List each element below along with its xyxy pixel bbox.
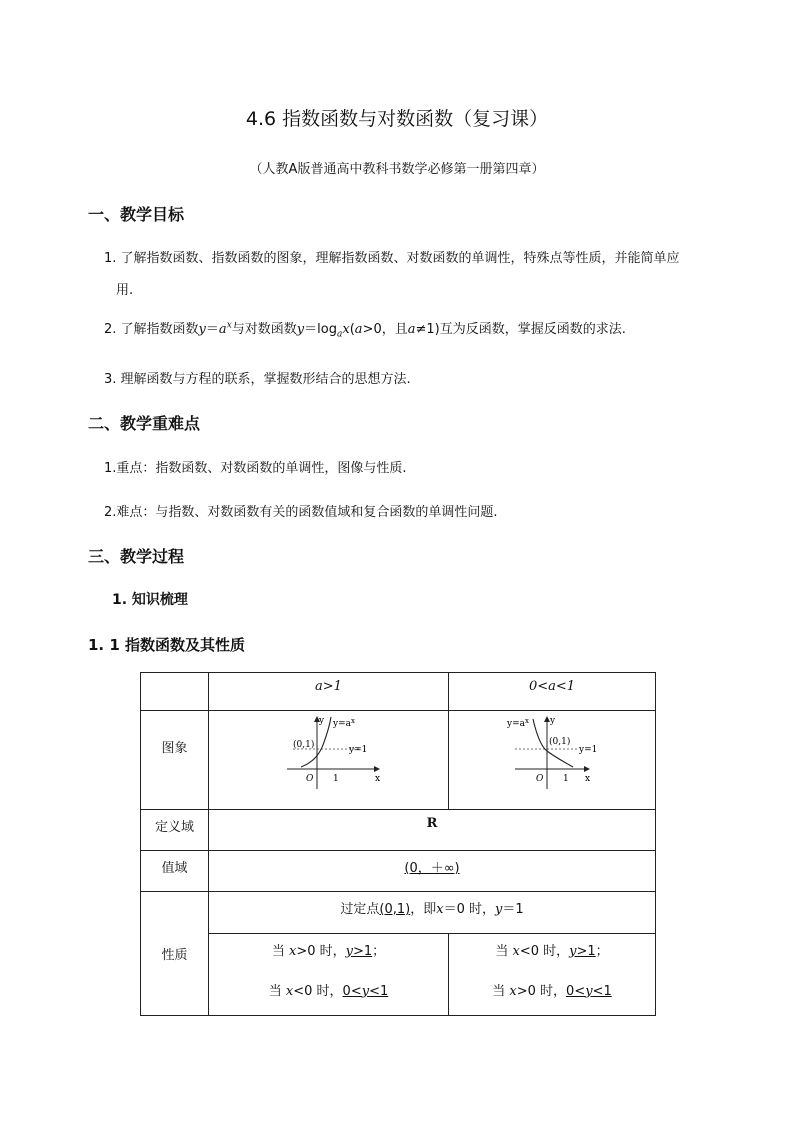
header-a-lt-1: 0<a<1 (449, 673, 656, 711)
range-value: (0，＋∞) (209, 851, 656, 892)
objective-3: 3. 理解函数与方程的联系，掌握数形结合的思想方法. (104, 372, 411, 387)
section-heading-objectives: 一、教学目标 (88, 205, 185, 224)
curve-label: $y=a^x$ (333, 717, 355, 729)
graph-decreasing-exponential (449, 711, 655, 805)
curve-label: $y=a^x$ (507, 717, 529, 729)
origin-label: O (536, 774, 544, 784)
x-axis-label: x (585, 774, 591, 784)
key-point-2: 2.难点：与指数、对数函数有关的函数值域和复合函数的单调性问题. (104, 505, 498, 520)
y-axis-label: y (319, 716, 325, 726)
header-a-gt-1: a>1 (209, 673, 449, 711)
exponential-properties-table (140, 672, 656, 1016)
objective-2: 2. 了解指数函数$y=a^x$与对数函数$y=\log_ax(a>0$，且a≠1)互为反函数，掌握反函数的求法. (104, 320, 626, 340)
page-subtitle: （人教A版普通高中教科书数学必修第一册第四章） (249, 162, 545, 177)
property-line-2: 当 x<0 时，0<y<1 (268, 984, 389, 999)
subsection-exponential: 1. 1 指数函数及其性质 (88, 636, 246, 654)
unit-label: 1 (333, 774, 339, 784)
fixed-point-property: 过定点(0,1)，即x＝0 时，y＝1 (209, 892, 656, 934)
graph-cell-a-lt-1 (449, 711, 656, 810)
properties-a-lt-1 (449, 934, 656, 1016)
x-axis-label: x (375, 774, 381, 784)
line-label: y=1 (349, 745, 368, 755)
table-corner-cell (141, 673, 209, 711)
row-label-range: 值域 (141, 851, 209, 892)
graph-cell-a-gt-1 (209, 711, 449, 810)
section-heading-key-points: 二、教学重难点 (88, 414, 201, 433)
unit-label: 1 (563, 774, 569, 784)
y-axis-label: y (550, 716, 556, 726)
properties-a-gt-1 (209, 934, 449, 1016)
property-line-2: 当 x>0 时，0<y<1 (492, 984, 612, 999)
page-title: 4.6 指数函数与对数函数（复习课） (245, 108, 549, 130)
point-label: (0,1) (293, 740, 315, 750)
row-label-graph: 图象 (141, 711, 209, 810)
subsection-knowledge: 1. 知识梳理 (112, 592, 188, 608)
section-heading-process: 三、教学过程 (88, 547, 185, 566)
key-point-1: 1.重点：指数函数、对数函数的单调性，图像与性质. (104, 461, 407, 476)
objective-1-line-1: 1. 了解指数函数、指数函数的图象，理解指数函数、对数函数的单调性，特殊点等性质，并能简单应 (104, 251, 680, 266)
row-label-domain: 定义域 (141, 810, 209, 851)
origin-label: O (306, 774, 314, 784)
domain-value: R (209, 810, 656, 851)
property-line-1: 当 x<0 时，y>1； (495, 944, 609, 959)
point-label: (0,1) (549, 737, 571, 747)
line-label: y=1 (579, 745, 598, 755)
property-line-1: 当 x>0 时，y>1； (271, 944, 386, 959)
graph-increasing-exponential (209, 711, 448, 805)
objective-1-line-2: 用. (116, 283, 134, 298)
row-label-properties: 性质 (141, 892, 209, 1016)
